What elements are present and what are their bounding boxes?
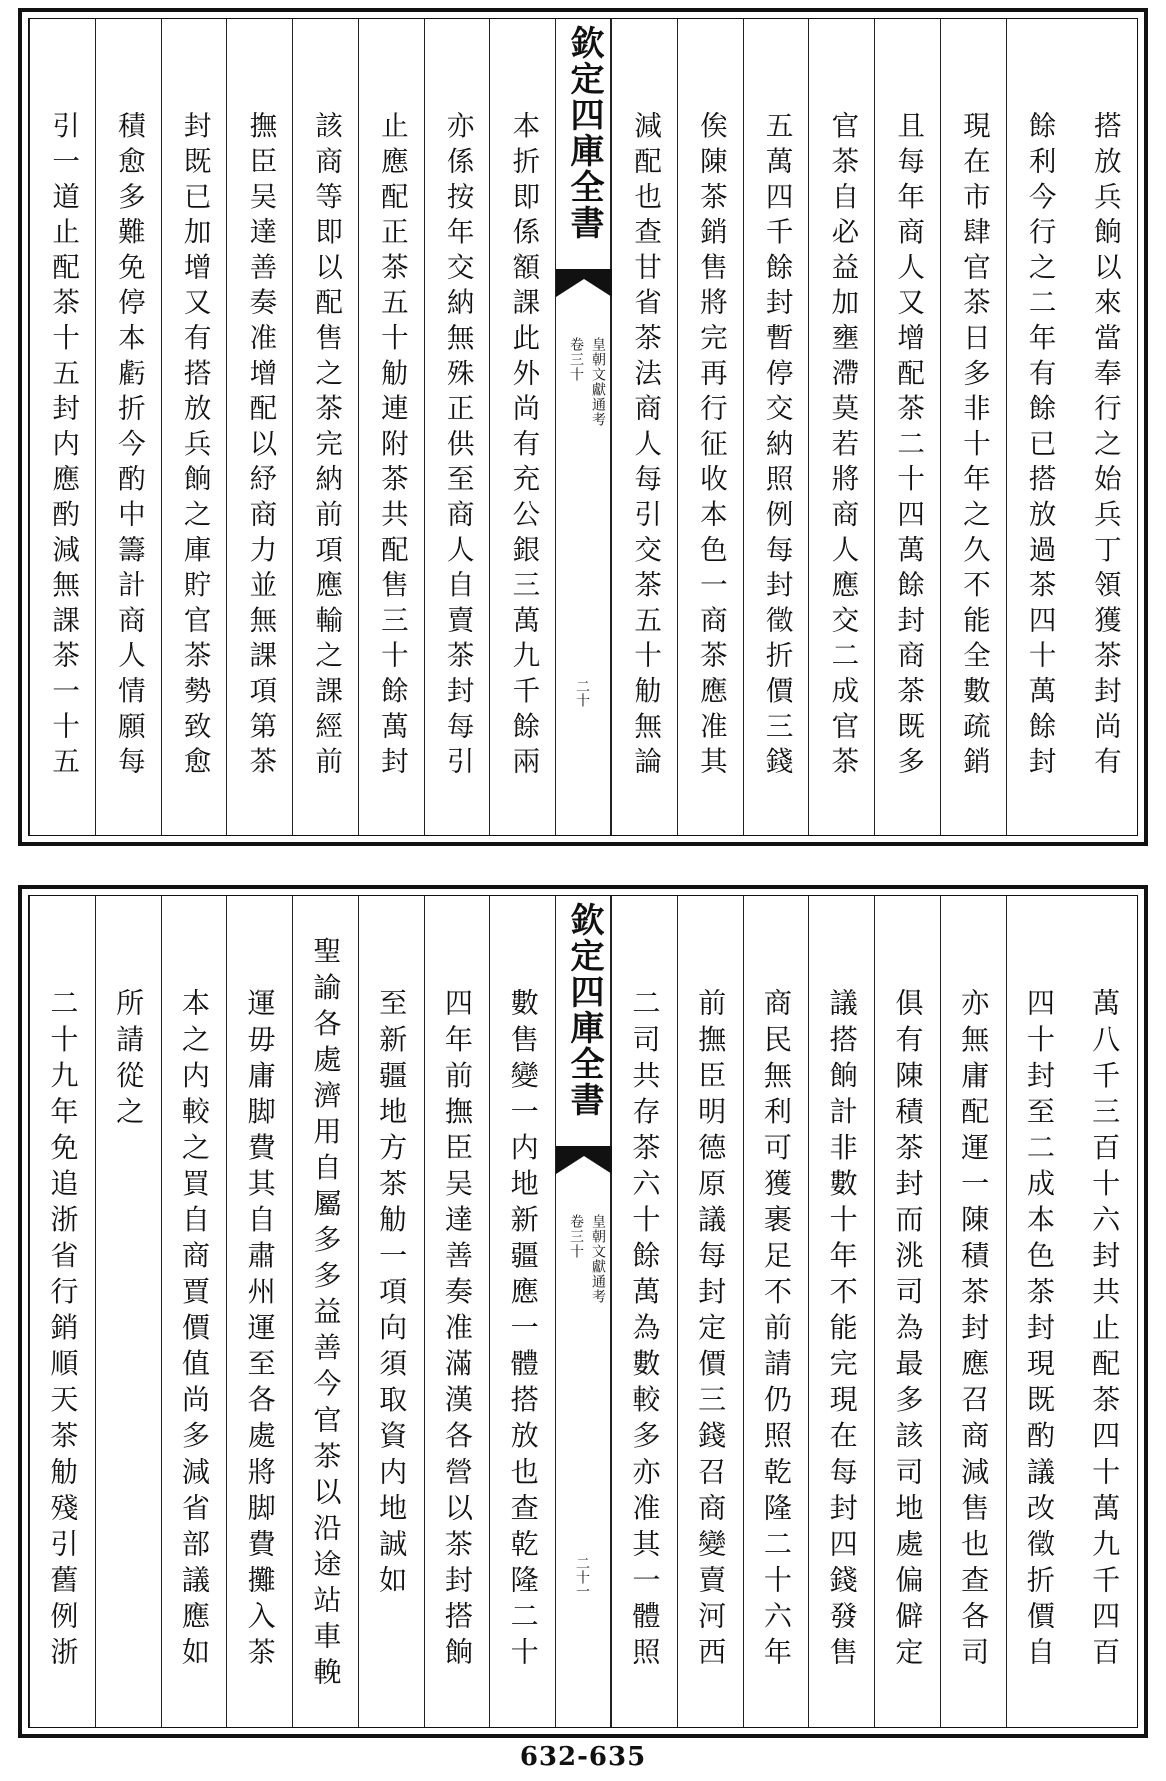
column-text: 亦係按年交納無殊正供至商人自賣茶封每引 (441, 111, 474, 782)
header-title: 欽定四庫全書 (564, 25, 604, 241)
column-text: 亦無庸配運一陳積茶封應召商減售也查各司 (957, 988, 991, 1673)
text-column (226, 19, 292, 835)
source-title: 皇朝文獻通考 (590, 1214, 606, 1304)
column-text: 官茶自必益加壅滯莫若將商人應交二成官茶 (826, 111, 859, 782)
text-column (358, 896, 424, 1727)
text-column (1006, 19, 1072, 835)
column-text: 封既已加增又有搭放兵餉之庫貯官茶勢致愈 (178, 111, 211, 782)
top-page (18, 8, 1148, 846)
text-column (874, 896, 940, 1727)
column-text: 聖諭各處濟用自屬多多益善今官茶以沿途站車輓 (309, 936, 343, 1693)
fishtail-icon (556, 269, 612, 297)
column-text: 至新疆地方茶觔一項向須取資内地誠如 (375, 988, 409, 1601)
column-text: 該商等即以配售之茶完納前項應輸之課經前 (310, 111, 343, 782)
column-text: 積愈多難免停本虧折今酌中籌計商人情願每 (112, 111, 145, 782)
column-text: 現在市肆官茶日多非十年之久不能全數疏銷 (957, 111, 990, 782)
text-column (489, 896, 555, 1727)
text-column (226, 896, 292, 1727)
column-text: 本折即係額課此外尚有充公銀三萬九千餘兩 (507, 111, 540, 782)
text-column (677, 19, 743, 835)
column-text: 商民無利可獲裹足不前請仍照乾隆二十六年 (759, 988, 793, 1673)
column-text: 四年前撫臣吴達善奏准滿漢各營以茶封搭餉 (440, 988, 474, 1673)
center-strip (555, 19, 611, 835)
text-column (743, 896, 809, 1727)
column-text: 餘利今行之二年有餘已搭放過茶四十萬餘封 (1023, 111, 1056, 782)
column-text: 搭放兵餉以來當奉行之始兵丁領獲茶封尚有 (1088, 111, 1121, 782)
leaf-number: 二十 (574, 679, 590, 707)
text-column (95, 896, 161, 1727)
bottom-page-frame (28, 895, 1138, 1728)
column-text: 引一道止配茶十五封内應酌減無課茶一十五 (47, 111, 80, 782)
column-text: 所請從之 (112, 988, 146, 1133)
text-column (292, 19, 358, 835)
header-title: 欽定四庫全書 (564, 902, 604, 1118)
text-column (29, 19, 95, 835)
text-column (1071, 896, 1137, 1727)
column-text: 俟陳茶銷售將完再行征收本色一商茶應准其 (694, 111, 727, 782)
column-text: 數售變一内地新疆應一體搭放也查乾隆二十 (506, 988, 540, 1673)
text-column (874, 19, 940, 835)
text-column (161, 896, 227, 1727)
column-text: 二司共存茶六十餘萬為數較多亦准其一體照 (628, 988, 662, 1673)
column-text: 議搭餉計非數十年不能完現在每封四錢發售 (825, 988, 859, 1673)
column-text: 運毋庸脚費其自肅州運至各處將脚費攤入茶 (243, 988, 277, 1673)
fishtail-icon (556, 1146, 612, 1174)
volume-label: 卷三十 (568, 337, 584, 382)
bottom-page (18, 885, 1148, 1738)
leaf-number: 二十一 (574, 1556, 590, 1598)
source-title: 皇朝文獻通考 (590, 337, 606, 427)
text-column (743, 19, 809, 835)
column-text: 撫臣吴達善奏准增配以紓商力並無課項第茶 (244, 111, 277, 782)
column-text: 本之内較之買自商賈價值尚多減省部議應如 (177, 988, 211, 1673)
top-page-frame (28, 18, 1138, 836)
column-text: 前撫臣明德原議每封定價三錢召商變賣河西 (694, 988, 728, 1673)
text-column (424, 896, 490, 1727)
text-column (677, 896, 743, 1727)
column-text: 四十封至二成本色茶封現既酌議改徵折價自 (1022, 988, 1056, 1673)
text-column (940, 19, 1006, 835)
text-column (1006, 896, 1072, 1727)
column-text: 俱有陳積茶封而洮司為最多該司地處偏僻定 (891, 988, 925, 1673)
column-text: 且每年商人又增配茶二十四萬餘封商茶既多 (892, 111, 925, 782)
text-column (1071, 19, 1137, 835)
text-column (611, 896, 677, 1727)
text-column (161, 19, 227, 835)
text-column (424, 19, 490, 835)
text-column (940, 896, 1006, 1727)
text-column (29, 896, 95, 1727)
column-text: 減配也查甘省茶法商人每引交茶五十觔無論 (629, 111, 662, 782)
text-column (489, 19, 555, 835)
column-text: 止應配正茶五十觔連附茶共配售三十餘萬封 (375, 111, 408, 782)
column-text: 萬八千三百十六封共止配茶四十萬九千四百 (1088, 988, 1122, 1673)
center-strip (555, 896, 611, 1727)
column-text: 五萬四千餘封暫停交納照例每封徵折價三錢 (760, 111, 793, 782)
text-column (292, 896, 358, 1727)
text-column (358, 19, 424, 835)
column-text: 二十九年免追浙省行銷順天茶觔殘引舊例浙 (46, 988, 80, 1673)
page-range: 632-635 (519, 1742, 647, 1772)
text-column (808, 19, 874, 835)
text-column (611, 19, 677, 835)
text-column (95, 19, 161, 835)
volume-label: 卷三十 (568, 1214, 584, 1259)
text-column (808, 896, 874, 1727)
